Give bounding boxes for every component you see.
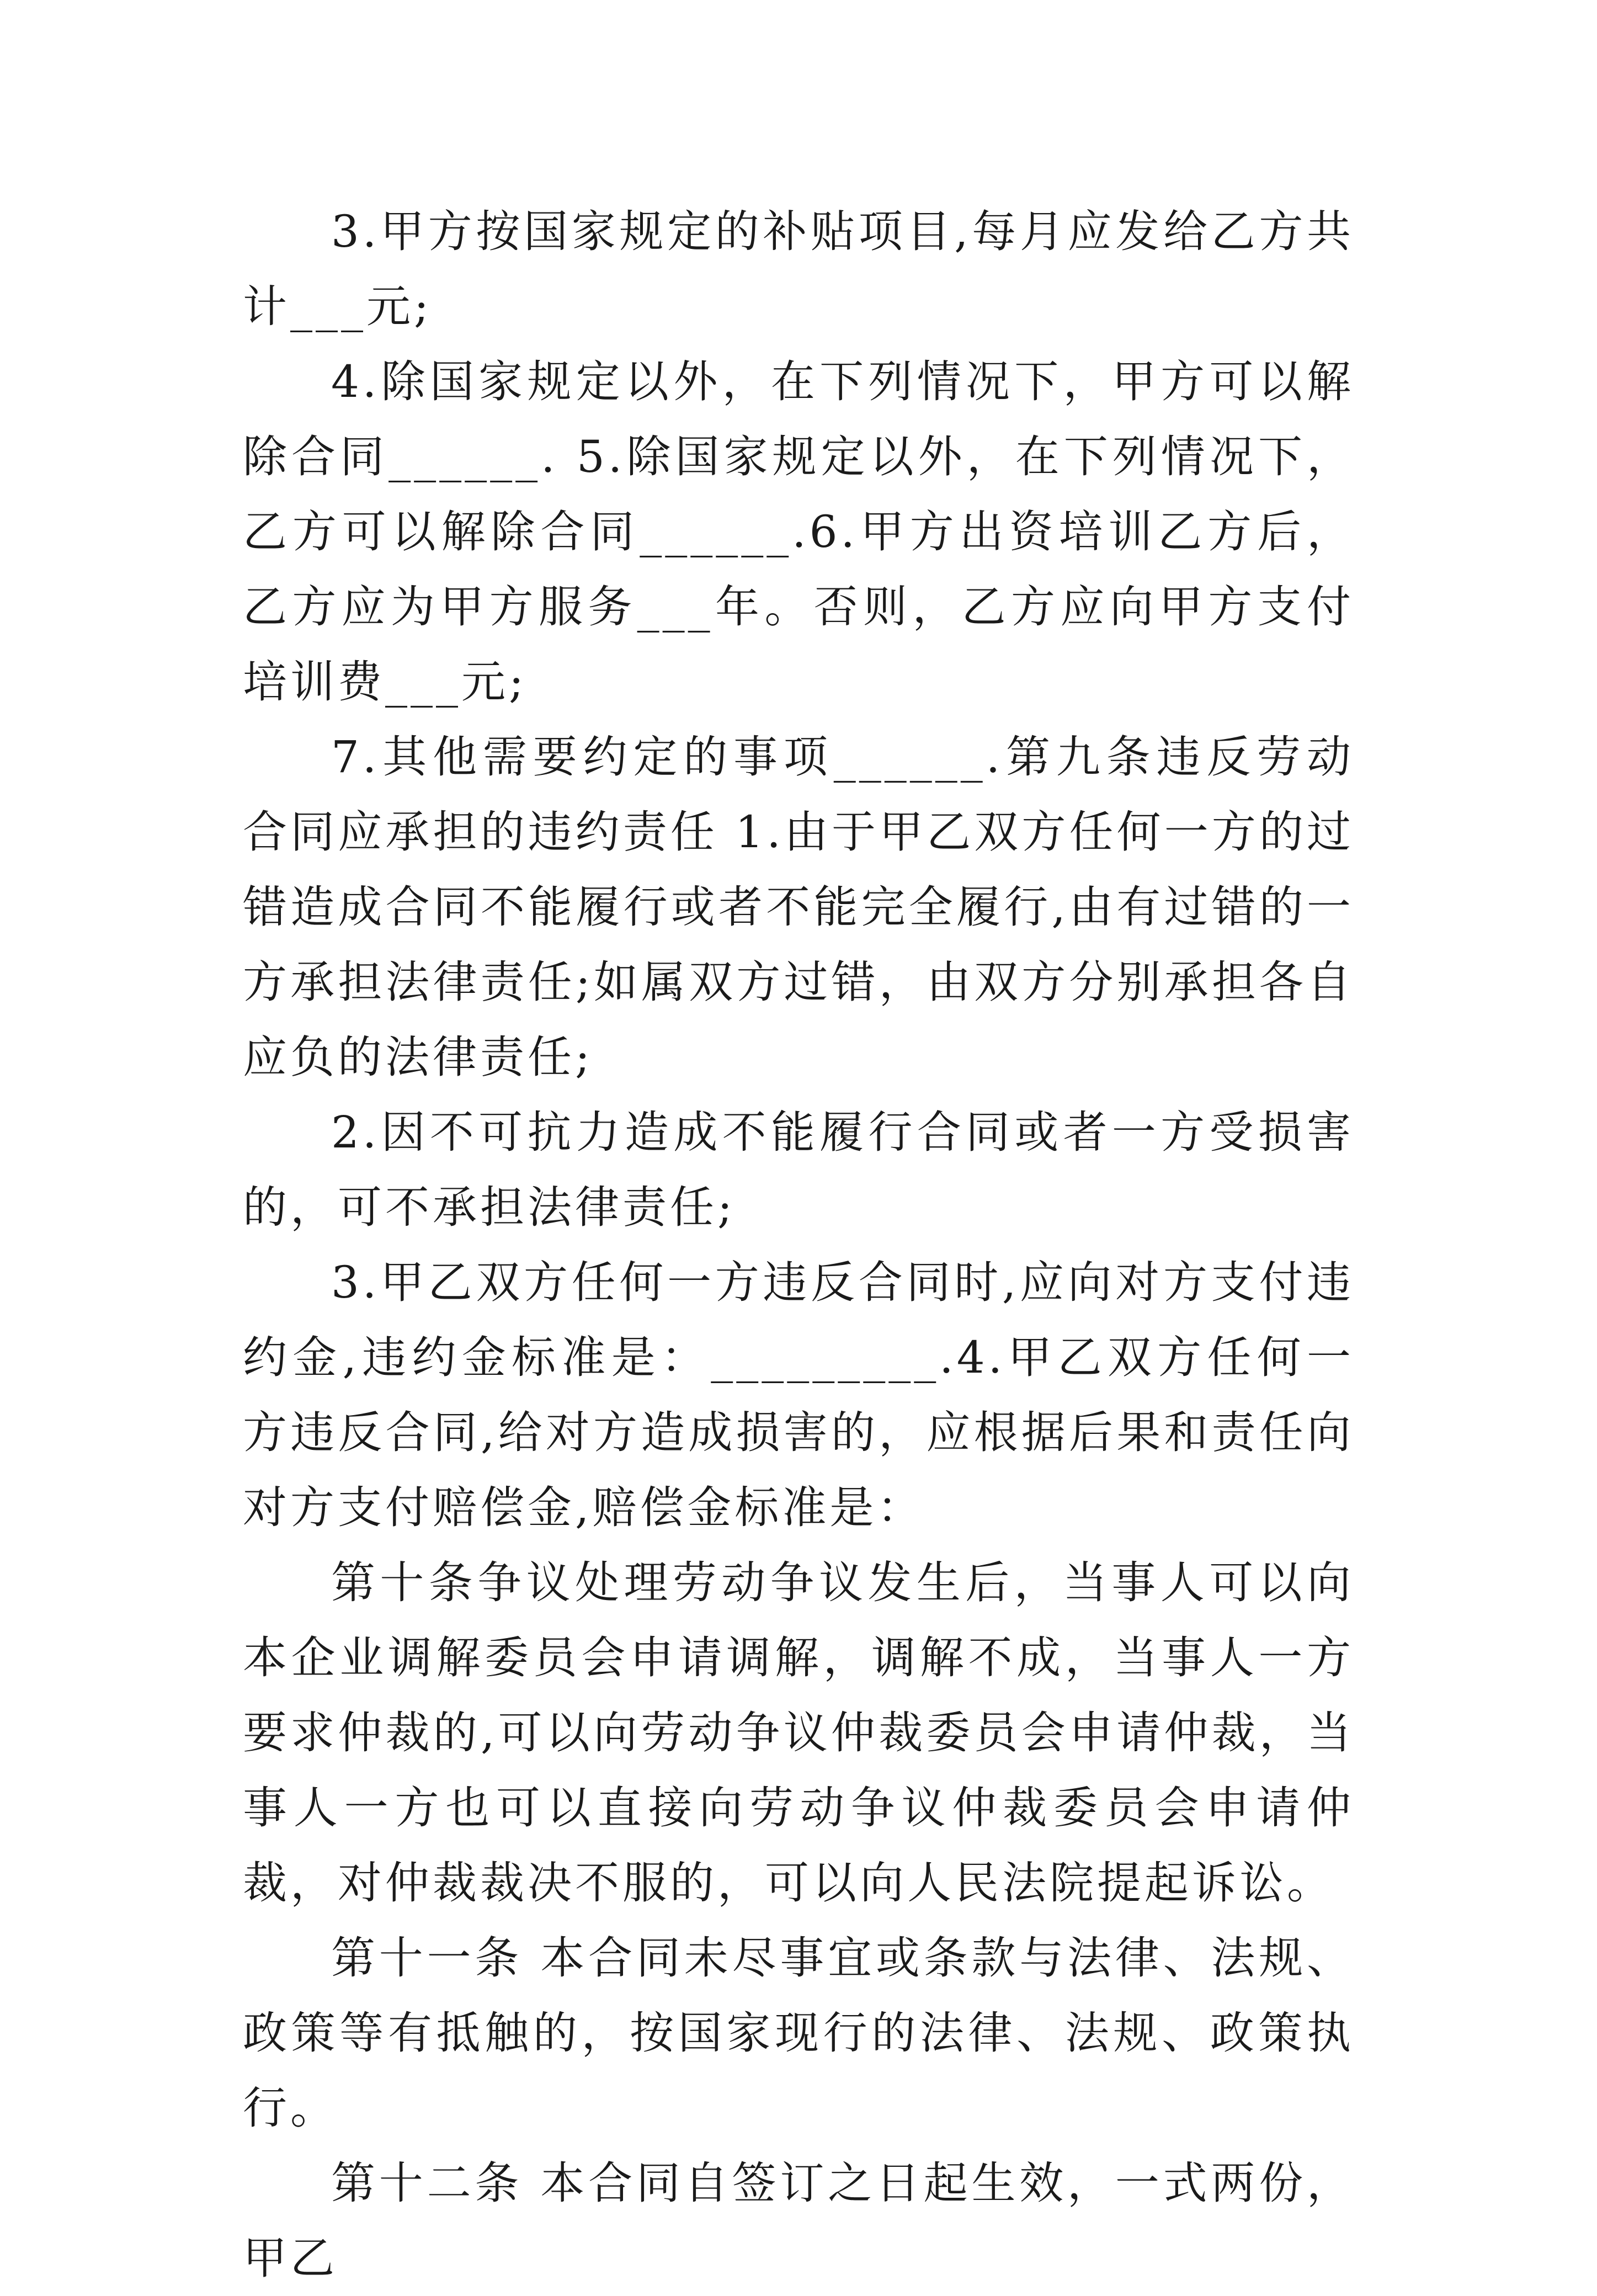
- paragraph-termination-training: 4.除国家规定以外，在下列情况下，甲方可以解除合同______. 5.除国家规定以外，在下列情况下，乙方可以解除合同______.6.甲方出资培训乙方后，乙方应为甲方服务___年。否则，乙方应向甲方支付培训费___元;: [243, 356, 1354, 708]
- paragraph-dispute-resolution: 第十条争议处理劳动争议发生后，当事人可以向本企业调解委员会申请调解，调解不成，当事人一方要求仲裁的,可以向劳动争议仲裁委员会申请仲裁，当事人一方也可以直接向劳动争议仲裁委员会申请仲裁，对仲裁裁决不服的，可以向人民法院提起诉讼。: [243, 1557, 1354, 1909]
- paragraph-article-eleven: 第十一条 本合同未尽事宜或条款与法律、法规、政策等有抵触的，按国家现行的法律、法规、政策执行。: [243, 1932, 1354, 2134]
- document-body: [243, 194, 1354, 2296]
- paragraph-penalty-compensation: 3.甲乙双方任何一方违反合同时,应向对方支付违约金,违约金标准是：_________.4.甲乙双方任何一方违反合同,给对方造成损害的，应根据后果和责任向对方支付赔偿金,赔偿金标准是：: [243, 1257, 1354, 1533]
- paragraph-force-majeure: 2.因不可抗力造成不能履行合同或者一方受损害的，可不承担法律责任;: [243, 1107, 1354, 1233]
- paragraph-subsidy: 3.甲方按国家规定的补贴项目,每月应发给乙方共计___元;: [243, 206, 1354, 332]
- paragraph-article-twelve: 第十二条 本合同自签订之日起生效，一式两份，甲乙: [243, 2157, 1354, 2284]
- paragraph-other-matters-liability: 7.其他需要约定的事项______.第九条违反劳动合同应承担的违约责任 1.由于甲乙双方任何一方的过错造成合同不能履行或者不能完全履行,由有过错的一方承担法律责任;如属双方过错，由双方分别承担各自应负的法律责任;: [243, 731, 1354, 1083]
